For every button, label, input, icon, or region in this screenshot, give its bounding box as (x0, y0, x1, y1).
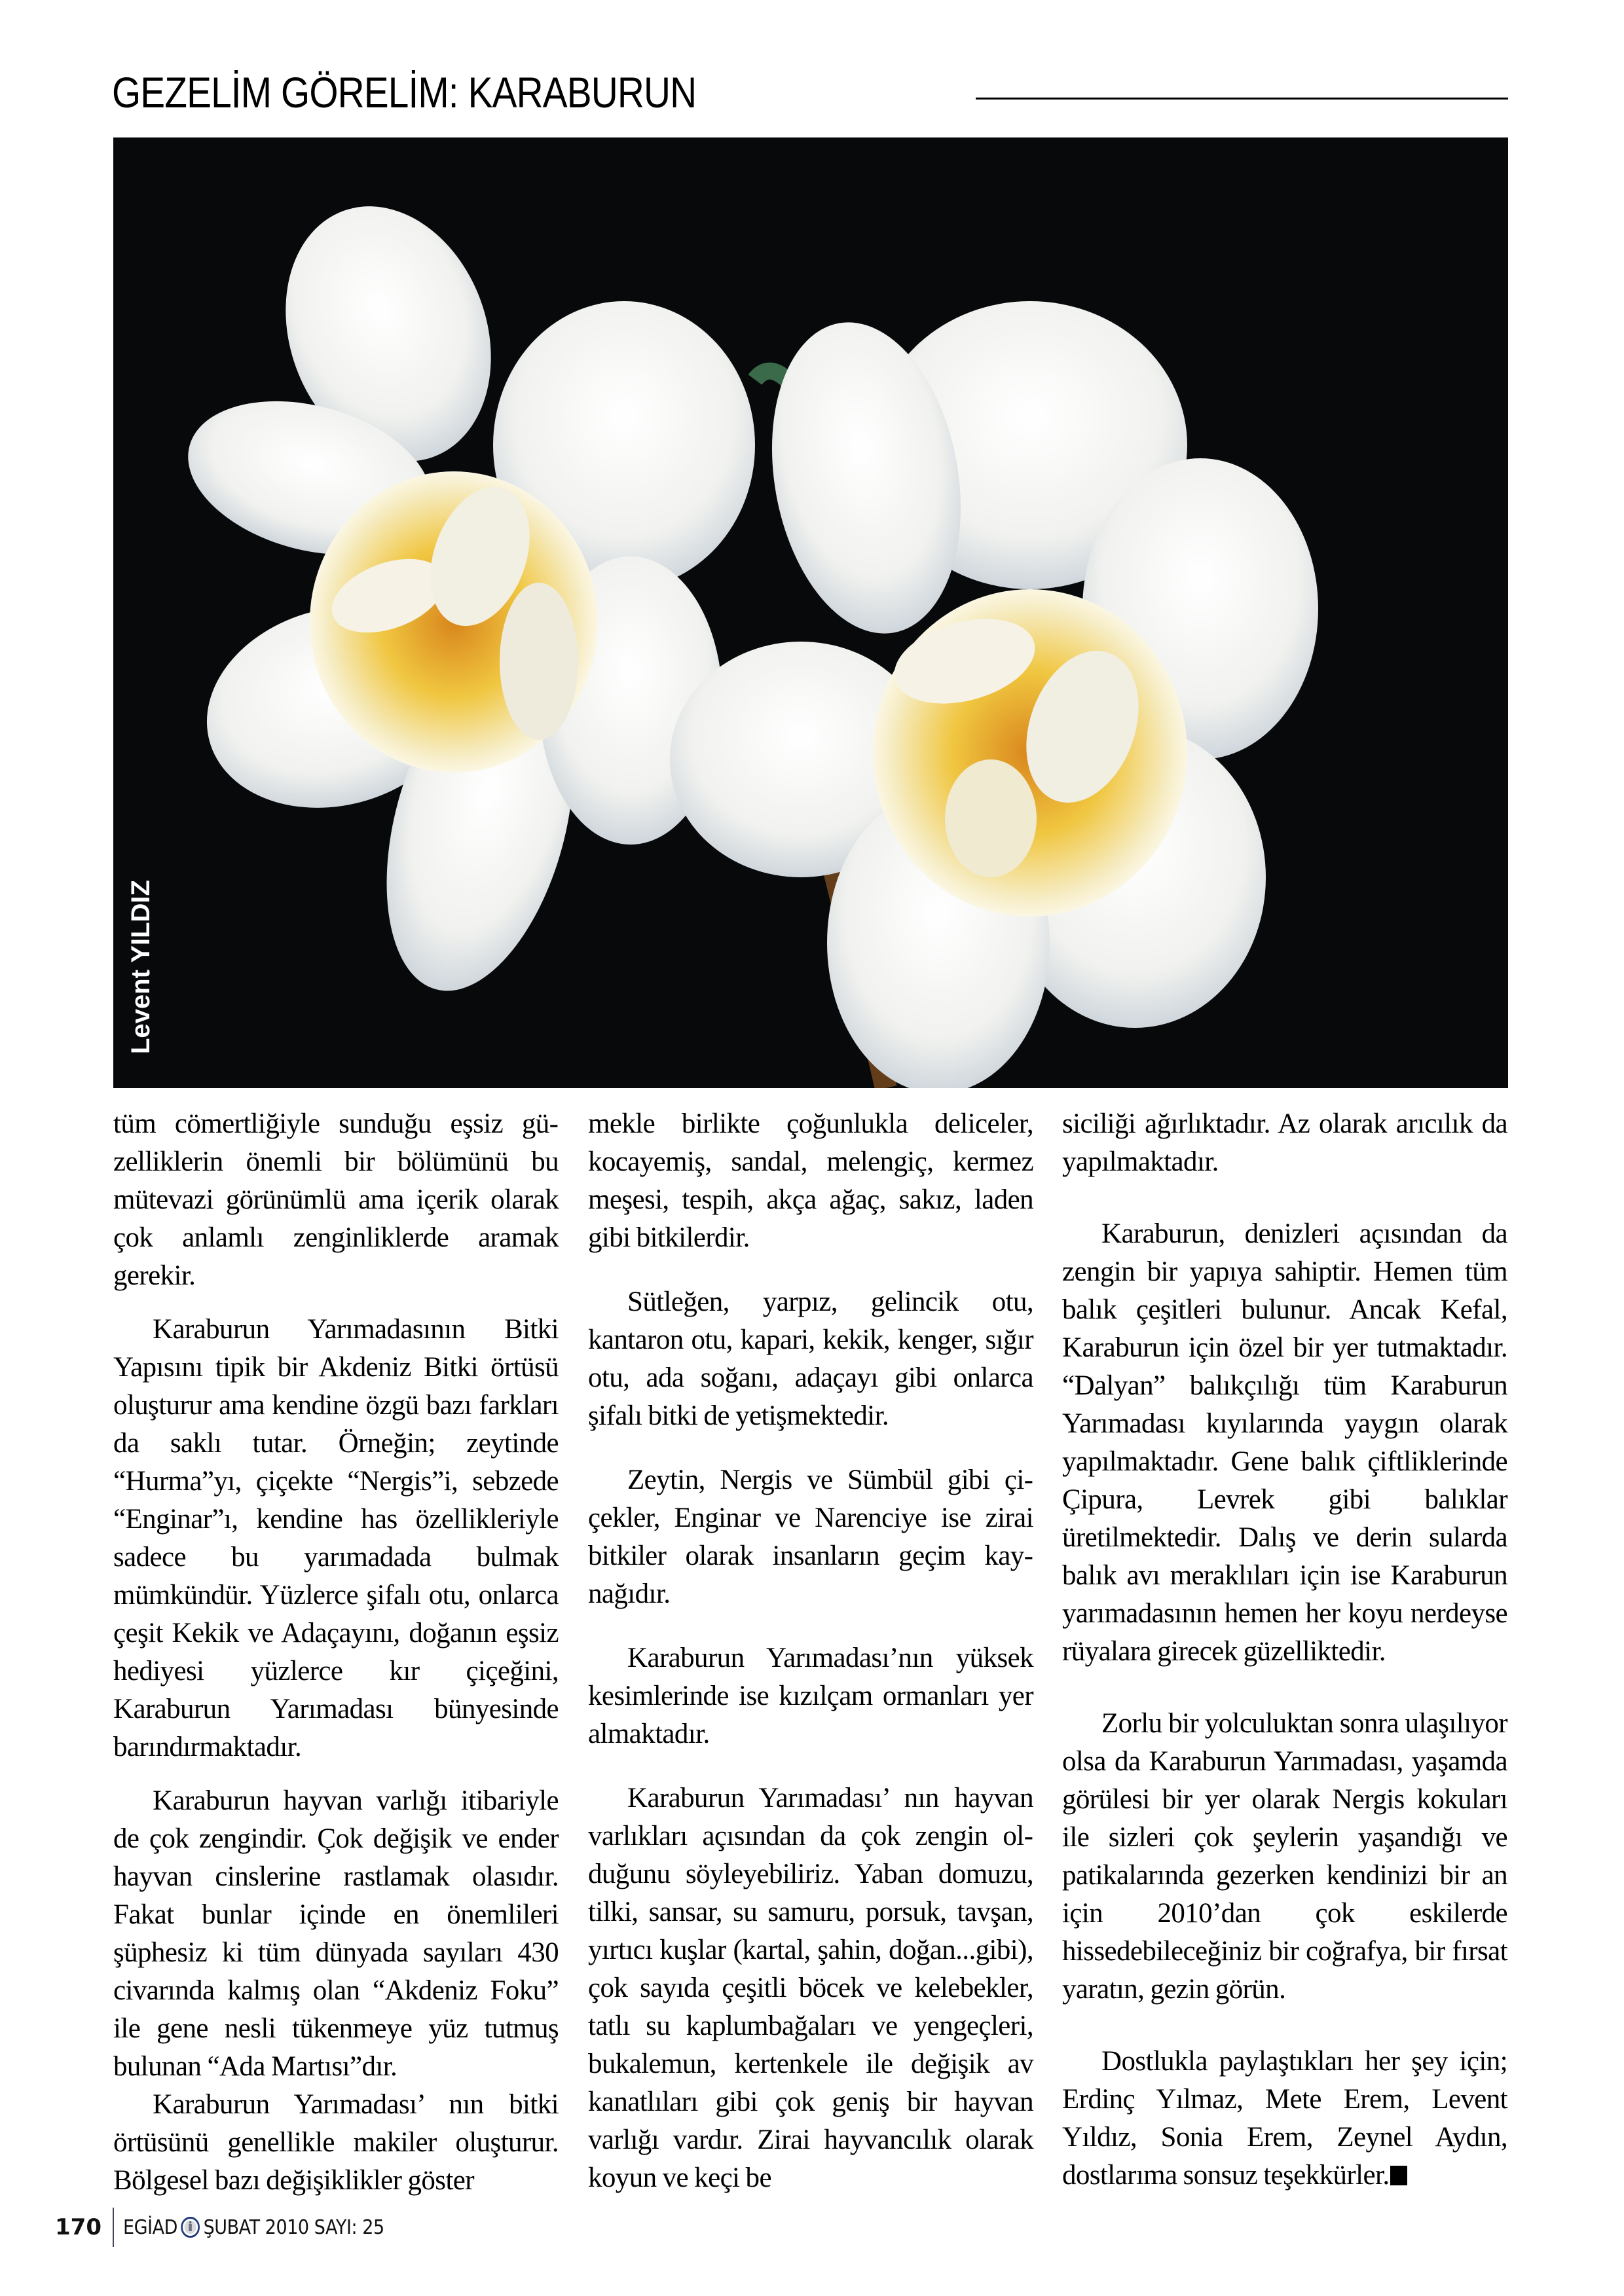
left-flower (171, 177, 755, 1011)
page-footer (55, 2208, 413, 2247)
header-rule (976, 98, 1508, 100)
paragraph: siciliği ağırlıktadır. Az olarak arıcılık da yapılmaktadır. (1062, 1108, 1507, 1177)
page-number: 170 (55, 2214, 101, 2240)
issue-info: ŞUBAT 2010 SAYI: 25 (203, 2215, 384, 2239)
end-mark-icon (1390, 2166, 1407, 2185)
paragraph-closing (1062, 2043, 1507, 2195)
paragraph: Karaburun Yarımadası’nın yüksek kesimlerinde ise kızılçam ormanları yer almaktadır. (588, 1643, 1033, 1749)
text-column-2 (588, 1105, 1033, 2193)
paragraph: tüm cömertliğiyle sunduğu eşsiz güzelliklerin önemli bir bölümünü bu mütevazi görünümlü ama içerik olarak çok anlamlı zenginliklerde aramak gerekir. (113, 1108, 559, 1291)
paragraph: Karaburun Yarımadası’ nın hayvan varlıkları açısından da çok zengin olduğunu söyleyebiliriz. Yaban domuzu, tilki, sansar, su samuru, porsuk, tavşan, yırtıcı kuşlar (kartal, şahin, doğan...gibi), çok sayıda çeşitli böcek ve kelebekler, tatlı su kaplumbağaları ve yengeçleri, bukalemun, kertenkele ile değişik av kanatlıları gibi çok geniş bir hayvan varlığı vardır. Zirai hayvancılık olarak koyun ve keçi be (588, 1783, 1033, 2193)
egiad-logo-icon (181, 2217, 200, 2238)
paragraph: mekle birlikte çoğunlukla deliceler, kocayemiş, sandal, melengiç, kermez meşesi, tespih, akça ağaç, sakız, laden gibi bitkilerdir. (588, 1108, 1033, 1253)
photo-credit: Levent YILDIZ (126, 880, 155, 1054)
text-column-1 (113, 1105, 559, 2196)
text-column-3 (1062, 1105, 1507, 2191)
paragraph: Zorlu bir yolculuktan sonra ulaşılıyor olsa da Karaburun Yarımadası, yaşamda görülesi bir yer olarak Nergis kokuları ile sizleri çok şeylerin yaşandığı ve patikalarında gezerken kendinizi bir an için 2010’dan çok eskilerde hissedebileceğiniz bir coğrafya, bir fırsat yaratın, gezin görün. (1062, 1708, 1507, 2005)
section-title: GEZELİM GÖRELİM: KARABURUN (112, 68, 697, 117)
paragraph: Karaburun Yarımadası’ nın bitki örtüsünü genellikle makiler oluşturur. Bölgesel bazı değişiklikler göster (113, 2089, 559, 2196)
paragraph: Zeytin, Nergis ve Sümbül gibi çiçekler, Enginar ve Narenciye ise zirai bitkiler olarak insanların geçim kaynağıdır. (588, 1465, 1033, 1609)
publisher-name: EGİAD (123, 2215, 177, 2239)
footer-publication (123, 2216, 384, 2239)
white-daffodils-icon (113, 137, 1508, 1088)
paragraph: Karaburun hayvan varlığı itibariyle de çok zengindir. Çok değişik ve ender hayvan cinslerine rastlamak olasıdır. Fakat bunlar içinde en önemlileri şüphesiz ki tüm dünyada sayıları 430 civarında kalmış olan “Akdeniz Foku” ile gene nesli tükenmeye yüz tutmuş bulunan “Ada Martısı”dır. (113, 1785, 559, 2082)
paragraph: Sütleğen, yarpız, gelincik otu, kantaron otu, kapari, kekik, kenger, sığır otu, ada soğanı, adaçayı gibi onlarca şifalı bitki de yetişmektedir. (588, 1286, 1033, 1431)
right-flower (670, 301, 1318, 1088)
closing-text: Dostlukla paylaştıkları her şey için; Erdinç Yılmaz, Mete Erem, Levent Yıldız, Sonia Erem, Zeynel Aydın, dostlarıma sonsuz teşekkürler. (1062, 2046, 1507, 2191)
paragraph: Karaburun, denizleri açısından da zengin bir yapıya sahiptir. Hemen tüm balık çeşitleri bulunur. Ancak Kefal, Karaburun için özel bir yer tutmaktadır. “Dalyan” balıkçılığı tüm Karaburun Yarımadası kıyılarında yaygın olarak yapılmaktadır. Gene balık çiftliklerinde Çipura, Levrek gibi balıklar üretilmektedir. Dalış ve derin sularda balık avı meraklıları için ise Karaburun yarımadasının hemen her koyu nerdeyse rüyalara girecek güzelliktedir. (1062, 1218, 1507, 1667)
footer-divider (113, 2208, 114, 2247)
paragraph: Karaburun Yarımadasının Bitki Yapısını tipik bir Akdeniz Bitki örtüsü oluşturur ama kendine özgü bazı farkları da saklı tutar. Örneğin; zeytinde “Hurma”yı, çiçekte “Nergis”i, sebzede “Enginar”ı, kendine has özellikleriyle sadece bu yarımadada bulmak mümkündür. Yüzlerce şifalı otu, onlarca çeşit Kekik ve Adaçayını, doğanın eşsiz hediyesi yüzlerce kır çiçeğini, Karaburun Yarımadası bünyesinde barındırmaktadır. (113, 1314, 559, 1762)
article-photo (113, 137, 1508, 1088)
